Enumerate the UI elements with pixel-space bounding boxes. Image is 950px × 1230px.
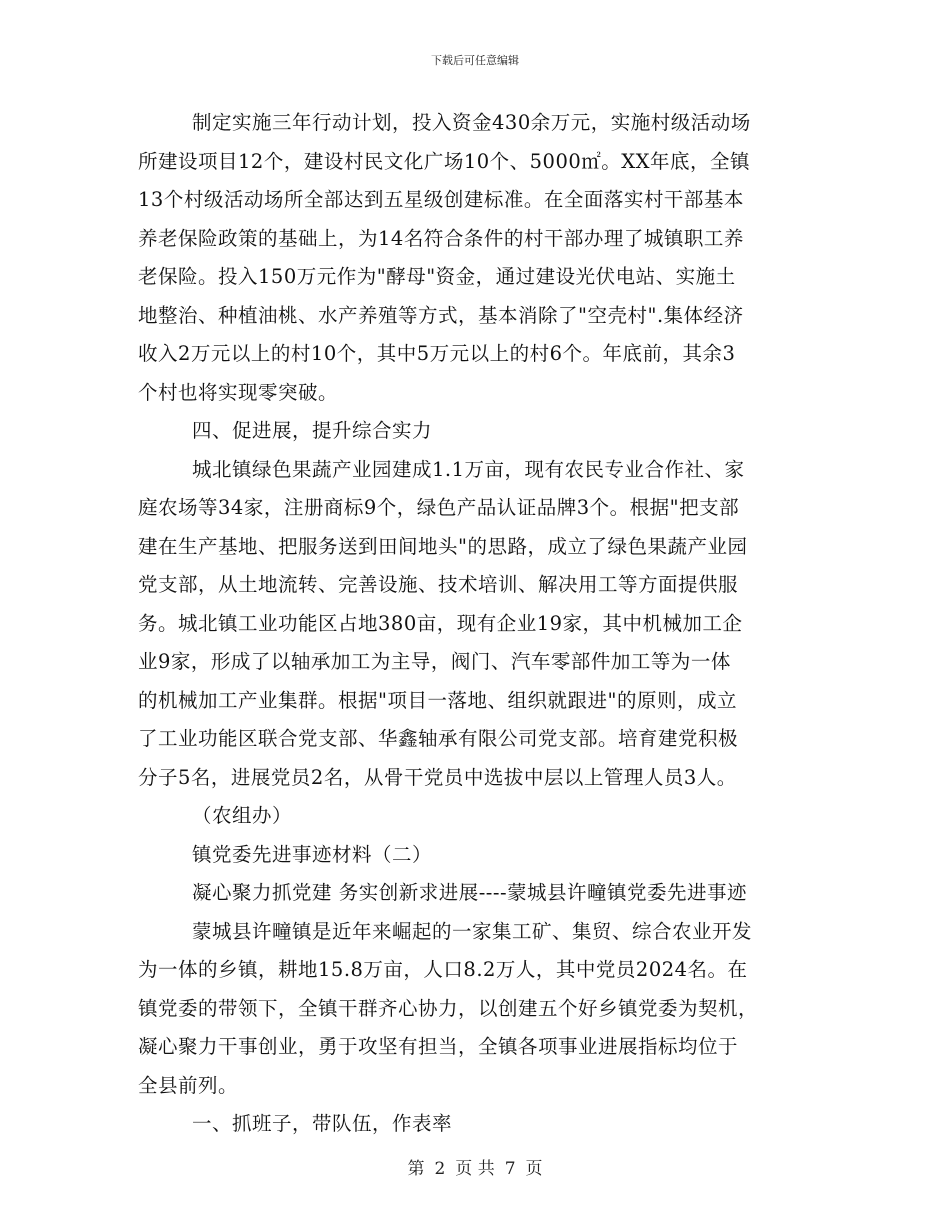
text-line: 制定实施三年行动计划，投入资金430余万元，实施村级活动场: [192, 111, 751, 134]
text-line: 13个村级活动场所全部达到五星级创建标准。在全面落实村干部基本: [138, 188, 744, 211]
text-line: 个村也将实现零突破。: [138, 380, 339, 404]
text-line: 地整治、种植油桃、水产养殖等方式，基本消除了"空壳村".集体经济: [138, 303, 744, 327]
text-line: 庭农场等34家，注册商标9个，绿色产品认证品牌3个。根据"把支部: [138, 496, 740, 519]
text-line: 凝心聚力抓党建 务实创新求进展----蒙城县许疃镇党委先进事迹: [192, 881, 748, 904]
text-line: 凝心聚力干事创业，勇于攻坚有担当，全镇各项事业进展指标均位于: [138, 1035, 739, 1058]
text-line: 镇党委的带领下，全镇干群齐心协力，以创建五个好乡镇党委为契机，: [138, 996, 759, 1020]
footer-page-number: 2: [434, 1159, 446, 1179]
text-line: 老保险。投入150万元作为"酵母"资金，通过建设光伏电站、实施土: [138, 265, 736, 288]
text-line: 城北镇绿色果蔬产业园建成1.1万亩，现有农民专业合作社、家: [192, 457, 745, 481]
text-line: 的机械加工产业集群。根据"项目一落地、组织就跟进"的原则，成立: [138, 688, 737, 712]
text-line: 分子5名，进展党员2名，从骨干党员中选拔中层以上管理人员3人。: [138, 765, 737, 789]
footer-suffix: 页: [525, 1159, 543, 1179]
text-line: 养老保险政策的基础上，为14名符合条件的村干部办理了城镇职工养: [138, 226, 744, 250]
footer-total-pages: 7: [504, 1159, 516, 1179]
page-footer: [0, 1154, 950, 1179]
page-header: 下载后可任意编辑: [431, 54, 519, 67]
text-line: 全县前列。: [138, 1073, 239, 1097]
document-body: [138, 104, 810, 1144]
text-line: 蒙城县许疃镇是近年来崛起的一家集工矿、集贸、综合农业开发: [192, 919, 753, 943]
text-line: 一、抓班子，带队伍，作表率: [192, 1112, 453, 1135]
text-line: 收入2万元以上的村10个，其中5万元以上的村6个。年底前，其余3: [138, 342, 736, 365]
text-line: 建在生产基地、把服务送到田间地头"的思路，成立了绿色果蔬产业园: [138, 534, 748, 558]
text-line: 务。城北镇工业功能区占地380亩，现有企业19家，其中机械加工企: [138, 611, 743, 635]
footer-prefix: 第: [407, 1159, 425, 1179]
text-line: 党支部，从土地流转、完善设施、技术培训、解决用工等方面提供服: [138, 573, 739, 596]
text-line: 四、促进展，提升综合实力: [192, 419, 433, 442]
text-line: 所建设项目12个，建设村民文化广场10个、5000㎡。XX年底，全镇: [138, 149, 751, 173]
text-line: 业9家，形成了以轴承加工为主导，阀门、汽车零部件加工等为一体: [138, 650, 731, 673]
text-line: 为一体的乡镇，耕地15.8万亩，人口8.2万人，其中党员2024名。在: [138, 958, 748, 981]
text-line: （农组办）: [192, 804, 293, 827]
text-line: 了工业功能区联合党支部、华鑫轴承有限公司党支部。培育建党积极: [138, 727, 739, 750]
text-line: 镇党委先进事迹材料（二）: [192, 842, 433, 866]
footer-middle: 页 共: [455, 1159, 495, 1179]
